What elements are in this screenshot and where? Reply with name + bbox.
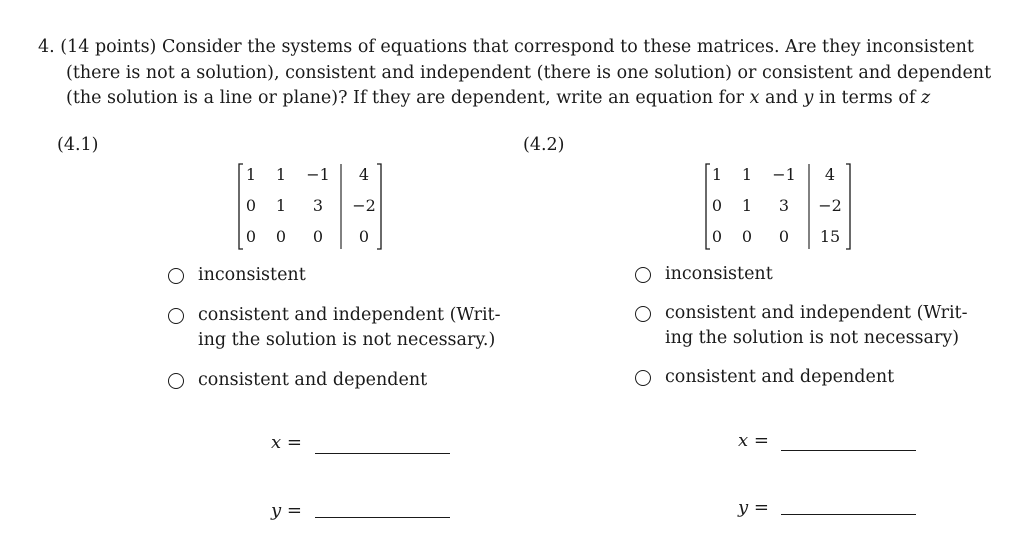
matrix-cell: 1 (245, 165, 257, 184)
part-label-4-2: (4.2) (523, 135, 565, 155)
y-equals-label-4-1: y = (271, 500, 302, 521)
matrix-cell: −1 (306, 165, 330, 184)
option-inconsistent-4-2[interactable] (635, 262, 1005, 287)
option-independent-4-2[interactable] (635, 301, 1005, 353)
radio-inconsistent-4-1[interactable] (168, 268, 184, 284)
question-points: (14 points) (60, 37, 157, 57)
question-line-1 (38, 35, 988, 61)
matrix-cell: 1 (275, 196, 287, 215)
matrix-cell: 0 (245, 227, 257, 246)
question-line-3 (38, 86, 988, 112)
option-label: consistent and independent (Writ- (198, 305, 501, 325)
option-label: consistent and independent (Writ- (665, 303, 968, 323)
radio-dependent-4-2[interactable] (635, 370, 651, 386)
question-number: 4. (38, 37, 55, 57)
matrix-cell: 3 (312, 196, 324, 215)
part-label-4-1: (4.1) (57, 135, 99, 155)
x-answer-blank-4-2[interactable] (781, 450, 916, 451)
matrix-cell: 4 (358, 165, 370, 184)
option-label: consistent and dependent (665, 367, 895, 387)
question-text (38, 35, 992, 112)
y-answer-blank-4-1[interactable] (315, 517, 450, 518)
x-equals-label-4-1: x = (271, 432, 302, 453)
matrix-cell: 1 (741, 165, 753, 184)
var-y: y (803, 88, 814, 108)
matrix-cell: −1 (772, 165, 796, 184)
matrix-cell: 0 (312, 227, 324, 246)
option-independent-4-1[interactable] (168, 303, 548, 355)
matrix-cell: 0 (778, 227, 790, 246)
question-line-2: (there is not a solution), consistent and independent (there is one solution) or consistent and dependent (66, 62, 992, 83)
augmented-matrix-4-1 (238, 163, 386, 251)
matrix-cell: 0 (741, 227, 753, 246)
matrix-cell: 4 (824, 165, 836, 184)
word-and: and (765, 88, 798, 108)
word-in-terms-of: in terms of (819, 88, 916, 108)
radio-independent-4-1[interactable] (168, 308, 184, 324)
matrix-cell: 15 (819, 227, 841, 246)
matrix-cell: 3 (778, 196, 790, 215)
x-equals-label-4-2: x = (738, 430, 769, 451)
radio-inconsistent-4-2[interactable] (635, 267, 651, 283)
matrix-cell: 0 (711, 196, 723, 215)
radio-dependent-4-1[interactable] (168, 373, 184, 389)
option-label-continued: ing the solution is not necessary.) (198, 330, 496, 350)
option-inconsistent-4-1[interactable] (168, 263, 548, 288)
option-label-continued: ing the solution is not necessary) (665, 328, 960, 348)
option-label: inconsistent (198, 265, 306, 285)
matrix-cell: 1 (741, 196, 753, 215)
matrix-cell: 0 (358, 227, 370, 246)
x-answer-blank-4-1[interactable] (315, 453, 450, 454)
option-label: inconsistent (665, 264, 773, 284)
matrix-cell: 0 (275, 227, 287, 246)
question-line-3-text: (the solution is a line or plane)? If they are dependent, write an equation for (66, 88, 745, 108)
option-label: consistent and dependent (198, 370, 428, 390)
var-x: x (749, 88, 760, 108)
matrix-cell: 1 (275, 165, 287, 184)
y-equals-label-4-2: y = (738, 497, 769, 518)
augmented-matrix-4-2 (705, 163, 853, 251)
option-dependent-4-2[interactable] (635, 365, 1005, 390)
y-answer-blank-4-2[interactable] (781, 514, 916, 515)
matrix-cell: 0 (711, 227, 723, 246)
matrix-cell: −2 (818, 196, 842, 215)
var-z: z (920, 88, 931, 108)
radio-independent-4-2[interactable] (635, 306, 651, 322)
matrix-cell: 0 (245, 196, 257, 215)
matrix-cell: 1 (711, 165, 723, 184)
matrix-cell: −2 (352, 196, 376, 215)
question-line-1-text: Consider the systems of equations that correspond to these matrices. Are they inconsistent (161, 37, 974, 57)
option-dependent-4-1[interactable] (168, 368, 548, 393)
